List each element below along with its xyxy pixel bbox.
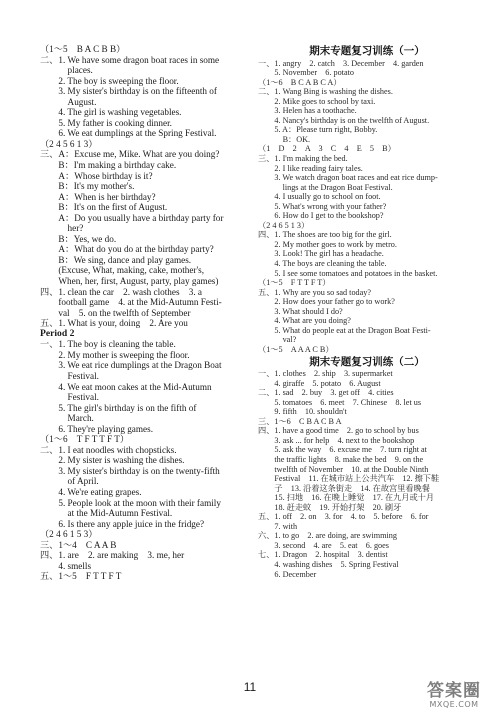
answer-line: 七、1. Dragon 2. hospital 3. dentist [258,550,388,560]
answer-line: Festival. [40,392,99,403]
answer-line: 五、1. off 2. on 3. for 4. to 5. before 6. for [258,512,429,522]
left-column [40,44,250,582]
watermark-url: MXQE.COM [429,700,479,709]
answer-line: at the Mid-Autumn Festival. [40,508,173,519]
answer-line: 5. What's wrong with your father? [258,201,387,211]
answer-line: 2. My mother is sweeping the floor. [40,349,190,360]
answer-line: 5. The girl's birthday is on the fifth of [40,402,197,413]
answer-line: 3. We watch dragon boat races and eat rice dump- [258,173,438,183]
answer-line: B：We sing, dance and play games. [40,254,192,265]
answer-line: （1～6 T F T T F T） [40,434,130,445]
answer-line: 四、1. are 2. are making 3. me, her [40,550,185,561]
answer-line: A：When is her birthday? [40,191,156,202]
answer-line: 2. My sister is washing the dishes. [40,455,185,466]
answer-line: 3. Helen has a toothache. [258,106,357,116]
answer-line: （2 4 5 6 1 3） [40,138,98,149]
answer-line: When, her, first, August, party, play games) [40,276,219,287]
answer-line: 4. Nancy's birthday is on the twelfth of August. [258,115,430,125]
answer-line: 一、1. clothes 2. ship 3. supermarket [258,369,393,379]
watermark-brand: 答案圈 [427,681,481,701]
page-number: 11 [243,680,257,694]
answer-line: 3. second 4. are 5. eat 6. goes [258,540,389,550]
answer-line: 4. The boys are cleaning the table. [258,259,387,269]
answer-line: 子 13. 沿着这条街走 14. 在故宫里看晚餐 [258,483,430,493]
answer-line: 4. I usually go to school on foot. [258,192,381,202]
answer-line: B：OK. [258,134,311,144]
answer-line: 4. We eat moon cakes at the Mid-Autumn [40,381,212,392]
answer-line: lings at the Dragon Boat Festival. [258,182,393,192]
answer-line: 5. November 6. potato [258,68,354,78]
answer-line: August. [40,96,97,107]
answer-line: 2. My mother goes to work by metro. [258,239,397,249]
answer-line: 2. Mike goes to school by taxi. [258,96,376,106]
answer-line: 3. My sister's birthday is on the fifteenth of [40,86,217,97]
answer-line: 3. ask ... for help 4. next to the bookshop [258,435,415,445]
answer-line: A：Do you usually have a birthday party for [40,212,224,223]
answer-line: her? [40,223,84,234]
answer-line: 三、1. I'm making the bed. [258,154,348,164]
answer-line: 六、1. to go 2. are doing, are swimming [258,531,397,541]
answer-line: 五、1. Why are you so sad today? [258,287,372,297]
answer-line: 3. My sister's birthday is on the twenty-fifth [40,465,220,476]
answer-line: 5. tomatoes 6. meet 7. Chinese 8. let us [258,397,422,407]
answer-line: 3. We eat rice dumplings at the Dragon Boat [40,360,222,371]
answer-line: 15. 扫地 16. 在晚上睡觉 17. 在九月或十月 [258,493,435,503]
answer-line: 4. smells [40,560,92,571]
answer-line: the traffic lights 8. make the bed 9. on the [258,454,424,464]
answer-line: 4. What are you doing? [258,316,351,326]
answer-line: B：It's my mother's. [40,181,135,192]
answer-line: （1 D 2 A 3 C 4 E 5 B） [258,144,396,154]
answer-line: 5. ask the way 6. excuse me 7. turn right at [258,445,427,455]
answer-line: 四、1. clean the car 2. wash clothes 3. a [40,286,203,297]
answer-line: A：What do you do at the birthday party? [40,244,214,255]
answer-line: 6. We eat dumplings at the Spring Festival. [40,128,217,139]
answer-line: March. [40,413,94,424]
answer-line: （1～5 A A A C B） [258,344,334,354]
answer-line: 3. What should I do? [258,306,343,316]
answer-line: 一、1. angry 2. catch 3. December 4. garden [258,58,424,68]
answer-line: 三、1～4 C A A B [40,539,117,550]
answer-line: 5. My father is cooking dinner. [40,117,172,128]
answer-line: 7. with [258,521,298,531]
answer-line: B：I'm making a birthday cake. [40,160,177,171]
right-column [258,44,476,579]
answer-line: 2. I like reading fairy tales. [258,163,363,173]
period-heading: Period 2 [40,328,75,339]
answer-line: 3. Look! The girl has a headache. [258,249,384,259]
answer-line: 6. How do I get to the bookshop? [258,211,384,221]
answer-line: 四、1. have a good time 2. go to school by bus [258,426,419,436]
answer-line: 五、1. What is your, doing 2. Are you [40,318,188,329]
answer-line: 2. The boy is sweeping the floor. [40,75,179,86]
answer-line: val 5. on the twelfth of September [40,307,191,318]
answer-line: （1～6 B C A B C A） [258,77,342,87]
watermark-logo [414,682,494,709]
answer-line: 2. How does your father go to work? [258,297,395,307]
answer-line: 5. People look at the moon with their family [40,497,221,508]
section-title: 期末专题复习训练（一） [309,45,425,57]
section-title: 期末专题复习训练（二） [309,355,425,368]
answer-line: of April. [40,476,99,487]
answer-line: 三、1～6 C B A C B A [258,416,342,426]
answer-line: 6. Is there any apple juice in the fridge? [40,518,205,529]
answer-line: 6. They're playing games. [40,423,153,434]
answer-line: 4. washing dishes 5. Spring Festival [258,559,399,569]
answer-line: （1～5 B A C B B） [40,44,126,54]
answer-line: Festival. [40,370,99,381]
answer-line: 4. The girl is washing vegetables. [40,107,182,118]
answer-line: B：Yes, we do. [40,233,117,244]
answer-line: football game 4. at the Mid-Autumn Festi- [40,297,222,308]
answer-line: 4. giraffe 5. potato 6. August [258,378,381,388]
answer-line: 9. fifth 10. shouldn't [258,407,347,417]
answer-line: 5. I see some tomatoes and potatoes in the basket. [258,268,438,278]
answer-line: A：Whose birthday is it? [40,170,153,181]
answer-line: 4. We're eating grapes. [40,486,142,497]
answer-line: （2 4 6 5 1 3） [258,220,310,230]
answer-line: 五、1～5 F T T F T [40,571,122,582]
answer-line: 5. A：Please turn right, Bobby. [258,125,378,135]
answer-line: 四、1. The shoes are too big for the girl. [258,230,392,240]
answer-line: （1～5 F T T F T） [258,278,331,288]
answer-line: 二、1. Wang Bing is washing the dishes. [258,87,393,97]
answer-line: 二、1. I eat noodles with chopsticks. [40,444,177,455]
answer-line: 一、1. The boy is cleaning the table. [40,339,176,350]
answer-line: （2 4 6 1 5 3） [40,529,98,540]
answer-line: 二、1. We have some dragon boat races in some [40,54,220,65]
answer-line: 二、1. sad 2. buy 3. get off 4. cities [258,388,394,398]
answer-line: 6. December [258,569,317,579]
answer-line: twelfth of November 10. at the Double Ninth [258,464,429,474]
answer-line: val? [258,335,297,345]
answer-line: 5. What do people eat at the Dragon Boat Festi- [258,325,431,335]
answer-line: Festival 11. 在城市站上公共汽车 12. 擦下鞋 [258,474,440,484]
answer-line: B：It's on the first of August. [40,202,168,213]
answer-line: 18. 赶走蚊 19. 开始打架 20. 刷牙 [258,502,402,512]
answer-line: 三、A：Excuse me, Mike. What are you doing? [40,149,220,160]
answer-line: places. [40,65,93,76]
answer-line: (Excuse, What, making, cake, mother's, [40,265,205,276]
